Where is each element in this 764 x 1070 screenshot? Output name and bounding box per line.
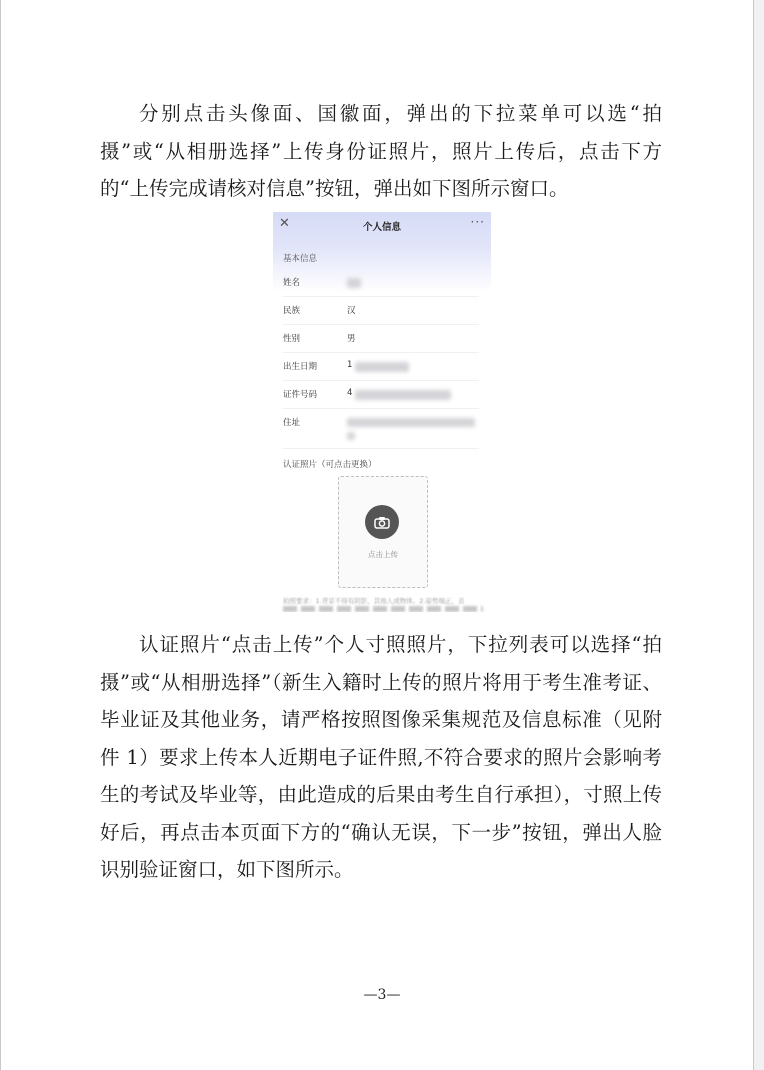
close-icon: ✕ bbox=[279, 216, 290, 231]
nav-bar bbox=[273, 212, 491, 238]
info-row-id-number bbox=[283, 382, 479, 409]
row-value: 4 bbox=[347, 388, 353, 398]
redacted-value bbox=[355, 362, 409, 372]
photo-upload-box[interactable] bbox=[338, 476, 428, 588]
page-shadow bbox=[754, 0, 764, 1070]
cert-photo-label: 认证照片（可点击更换） bbox=[283, 460, 377, 470]
camera-icon bbox=[365, 505, 399, 539]
row-label: 姓名 bbox=[283, 278, 301, 288]
photo-requirements: 拍照要求：1.背景不得有阴影、其他人或物体。2.姿势端正，表 bbox=[283, 597, 465, 605]
embedded-screenshot bbox=[273, 212, 491, 612]
page-number: —3— bbox=[363, 987, 401, 1003]
section-title: 基本信息 bbox=[283, 254, 318, 264]
upload-label: 点击上传 bbox=[368, 550, 398, 559]
body-paragraph: 认证照片“点击上传”个人寸照照片，下拉列表可以选择“拍摄”或“从相册选择”（新生入籍时上传的照片将用于考生准考证、毕业证及其他业务，请严格按照图像采集规范及信息标准（见附件 1）要求上传本人近期电子证件照,不符合要求的照片会影响考生的考试及毕业等，由此造成的后果由考生自行承担），寸照上传好后，再点击本页面下方的“确认无误，下一步”按钮，弹出人脸识别验证窗口，如下图所示。 bbox=[100, 633, 662, 881]
blurred-text bbox=[283, 606, 483, 612]
row-label: 证件号码 bbox=[283, 390, 318, 400]
row-value: 1 bbox=[347, 360, 353, 370]
redacted-value bbox=[347, 418, 475, 427]
redacted-value bbox=[347, 432, 355, 440]
info-row-ethnicity bbox=[283, 298, 479, 325]
row-value: 男 bbox=[347, 334, 356, 344]
redacted-value bbox=[355, 390, 451, 400]
body-paragraph: 分别点击头像面、国徽面，弹出的下拉菜单可以选“拍摄”或“从相册选择”上传身份证照片，照片上传后，点击下方的“上传完成请核对信息”按钮，弹出如下图所示窗口。 bbox=[100, 102, 662, 200]
more-icon: ··· bbox=[470, 215, 485, 229]
row-value: 汉 bbox=[347, 306, 356, 316]
info-row-address bbox=[283, 410, 479, 449]
row-label: 民族 bbox=[283, 306, 301, 316]
redacted-value bbox=[347, 278, 361, 288]
row-label: 住址 bbox=[283, 418, 301, 428]
info-row-birthdate bbox=[283, 354, 479, 381]
row-label: 性别 bbox=[283, 334, 301, 344]
row-label: 出生日期 bbox=[283, 362, 318, 372]
info-row-gender bbox=[283, 326, 479, 353]
info-row-name bbox=[283, 270, 479, 297]
nav-title: 个人信息 bbox=[362, 222, 401, 233]
page-border bbox=[0, 0, 1, 1070]
